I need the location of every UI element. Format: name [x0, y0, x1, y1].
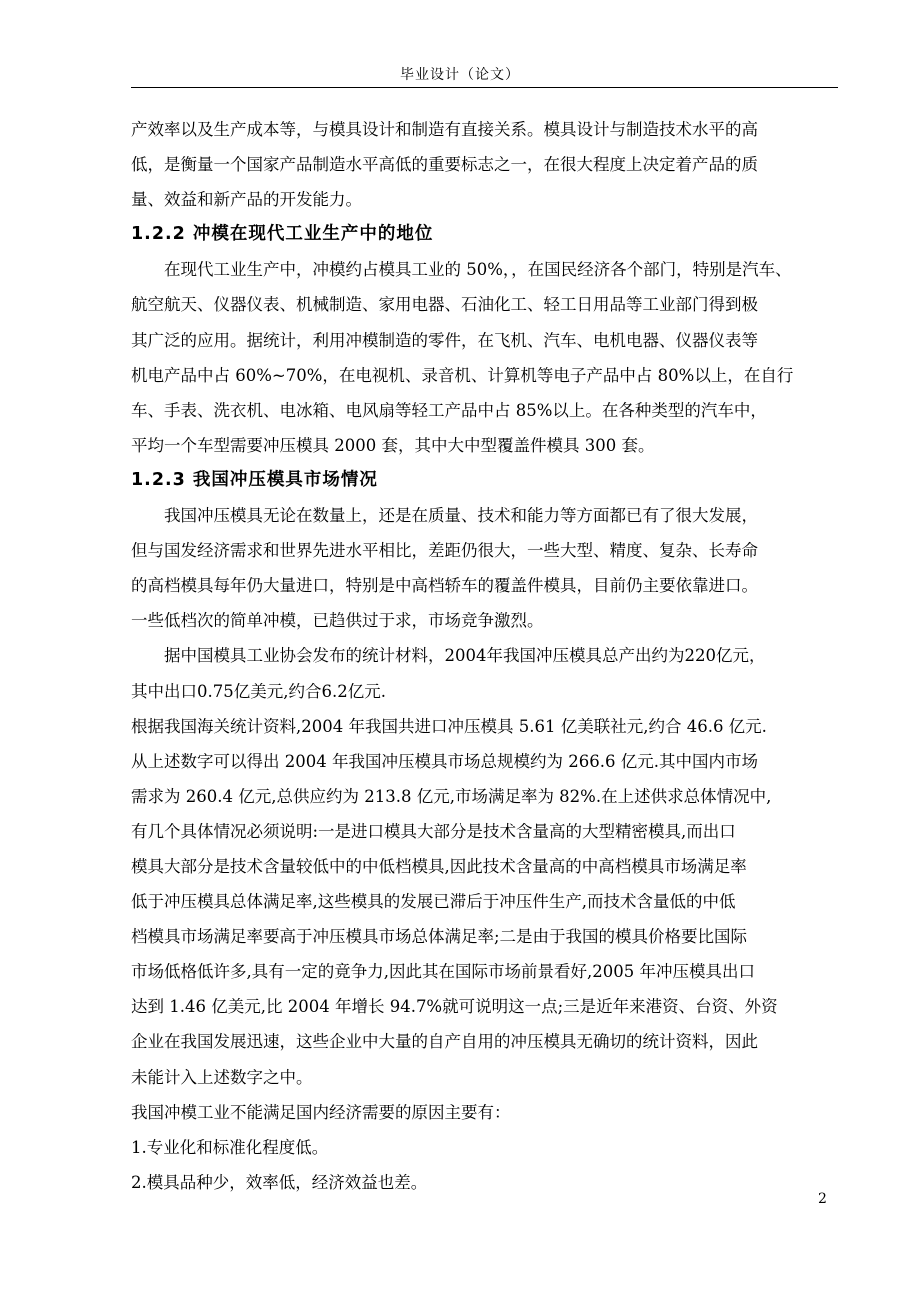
paragraph-line: 根据我国海关统计资料,2004 年我国共进口冲压模具 5.61 亿美联社元,约合 46.6 亿元. [131, 716, 767, 736]
paragraph-line: 企业在我国发展迅速，这些企业中大量的自产自用的冲压模具无确切的统计资料，因此 [131, 1032, 758, 1052]
paragraph-line: 模具大部分是技术含量较低中的中低档模具,因此技术含量高的中高档模具市场满足率 [131, 856, 747, 876]
paragraph-line: 低于冲压模具总体满足率,这些模具的发展已滞后于冲压件生产,而技术含量低的中低 [131, 892, 736, 912]
section-heading: 1.2.3 我国冲压模具市场情况 [131, 469, 378, 490]
paragraph-line: 在现代工业生产中，冲模约占模具工业的 50%，，在国民经济各个部门，特别是汽车、 [164, 260, 792, 280]
paragraph-line: 市场低格低许多,具有一定的竟争力,因此其在国际市场前景看好,2005 年冲压模具出口 [131, 962, 755, 982]
paragraph-line: 其中出口0.75亿美元,约合6.2亿元. [131, 681, 386, 701]
paragraph-line: 一些低档次的简单冲模，已趋供过于求，市场竞争激烈。 [131, 611, 544, 631]
paragraph-line: 航空航天、仪器仪表、机械制造、家用电器、石油化工、轻工日用品等工业部门得到极 [131, 295, 758, 315]
paragraph-line: 从上述数字可以得出 2004 年我国冲压模具市场总规模约为 266.6 亿元.其中国内市场 [131, 751, 758, 771]
section-heading: 1.2.2 冲模在现代工业生产中的地位 [131, 224, 434, 245]
header-divider [131, 87, 838, 88]
paragraph-line: 产效率以及生产成本等，与模具设计和制造有直接关系。模具设计与制造技术水平的高 [131, 120, 758, 139]
paragraph-line: 2.模具品种少，效率低，经济效益也差。 [131, 1172, 428, 1192]
paragraph-line: 需求为 260.4 亿元,总供应约为 213.8 亿元,市场满足率为 82%.在上述供求总体情况中, [131, 786, 772, 806]
paragraph-line: 达到 1.46 亿美元,比 2004 年增长 94.7%就可说明这一点;三是近年来港资、台资、外资 [131, 997, 778, 1017]
paragraph-line: 我国冲压模具无论在数量上，还是在质量、技术和能力等方面都已有了很大发展， [164, 506, 758, 526]
paragraph-line: 其广泛的应用。据统计，利用冲模制造的零件，在飞机、汽车、电机电器、仪器仪表等 [131, 330, 758, 350]
page-number: 2 [818, 1191, 827, 1207]
paragraph-line: 档模具市场满足率要高于冲压模具市场总体满足率;二是由于我国的模具价格要比国际 [131, 927, 748, 947]
paragraph-line: 车、手表、洗衣机、电冰箱、电风扇等轻工产品中占 85%以上。在各种类型的汽车中， [131, 400, 767, 420]
paragraph-line: 未能计入上述数字之中。 [131, 1067, 313, 1087]
paragraph-line: 低，是衡量一个国家产品制造水平高低的重要标志之一，在很大程度上决定着产品的质 [131, 155, 758, 175]
document-body [131, 112, 843, 1200]
paragraph-line: 我国冲模工业不能满足国内经济需要的原因主要有： [131, 1102, 511, 1122]
page-header-title: 毕业设计（论文） [400, 67, 520, 83]
paragraph-line: 量、效益和新产品的开发能力。 [131, 190, 362, 210]
paragraph-line: 有几个具体情况必须说明:一是进口模具大部分是技术含量高的大型精密模具,而出口 [131, 821, 736, 841]
paragraph-line: 1.专业化和标准化程度低。 [131, 1137, 329, 1157]
paragraph-line: 平均一个车型需要冲压模具 2000 套，其中大中型覆盖件模具 300 套。 [131, 435, 655, 455]
paragraph-line: 的高档模具每年仍大量进口，特别是中高档轿车的覆盖件模具，目前仍主要依靠进口。 [131, 576, 758, 596]
paragraph-line: 机电产品中占 60%~70%，在电视机、录音机、计算机等电子产品中占 80%以上，在自行 [131, 365, 794, 385]
paragraph-line: 据中国模具工业协会发布的统计材料，2004年我国冲压模具总产出约为220亿元， [164, 646, 766, 666]
paragraph-line: 但与国发经济需求和世界先进水平相比，差距仍很大，一些大型、精度、复杂、长寿命 [131, 541, 758, 561]
